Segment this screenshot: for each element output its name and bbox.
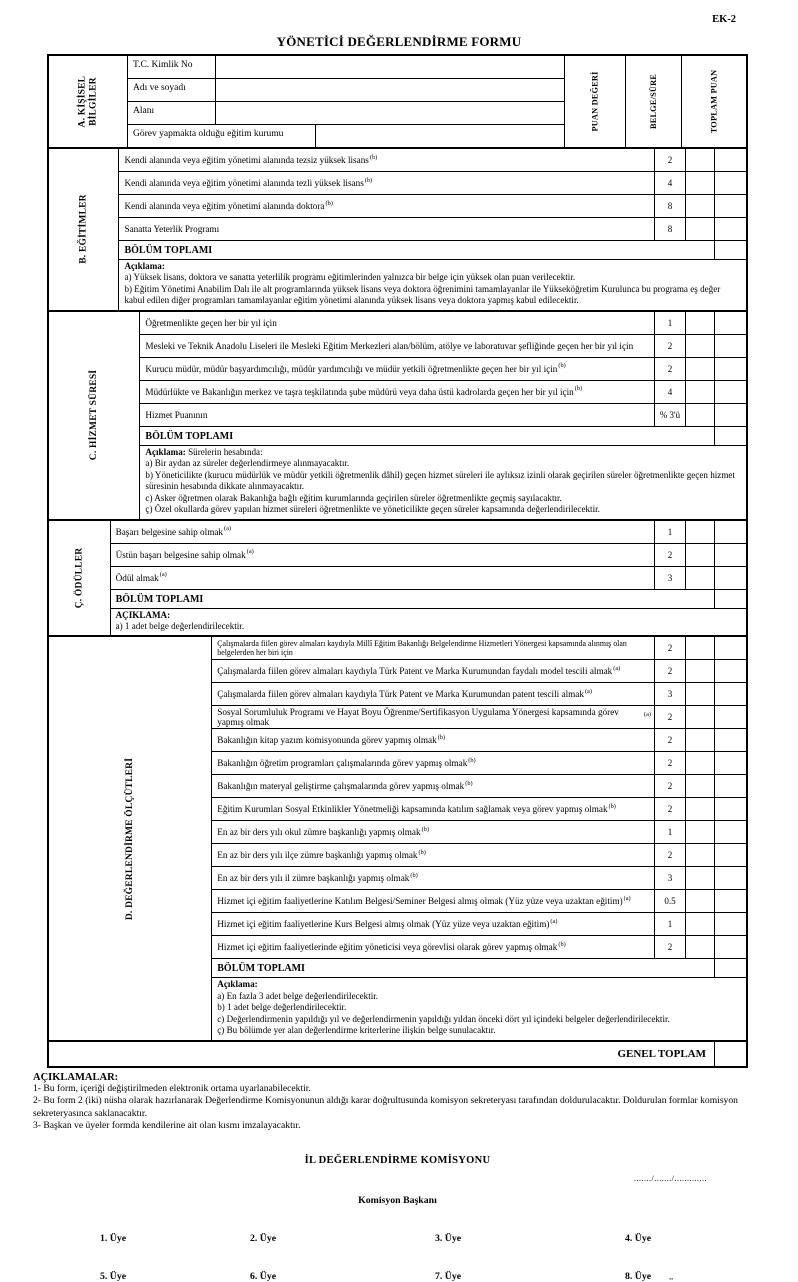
puan-degeri-cell: 2 (655, 729, 686, 751)
member-5: 5. Üye (100, 1270, 127, 1282)
criterion-label: En az bir ders yılı okul zümre başkanlığı yapmış olmak (217, 827, 421, 838)
toplam-puan-cell[interactable] (715, 218, 746, 240)
toplam-puan-cell[interactable] (715, 660, 746, 682)
criterion-row (119, 149, 746, 172)
belge-sure-cell[interactable] (686, 936, 715, 958)
aciklama-lines (217, 991, 740, 1037)
column-header-toplam-puan-text: TOPLAM PUAN (709, 69, 719, 134)
evaluation-table (47, 54, 748, 1068)
criterion-text (212, 867, 655, 889)
toplam-puan-cell[interactable] (715, 335, 746, 357)
criterion-row (212, 706, 746, 729)
belge-sure-cell[interactable] (686, 149, 715, 171)
member-3: 3. Üye (435, 1232, 462, 1244)
criterion-row (140, 381, 746, 404)
criterion-label: Çalışmalarda fiilen görev almaları kaydıyla Millî Eğitim Bakanlığı Belgelendirme Hizmetleri Yönergesi kapsamında alınmış olan belgelerden her biri için (217, 639, 627, 658)
criterion-label: En az bir ders yılı ilçe zümre başkanlığı yapmış olmak (217, 850, 418, 861)
page-title: YÖNETİCİ DEĞERLENDİRME FORMU (276, 34, 522, 49)
criterion-text (212, 936, 655, 958)
belge-sure-cell[interactable] (686, 821, 715, 843)
criterion-row (212, 821, 746, 844)
field-label-egitim-kurumu: Görev yapmakta olduğu eğitim kurumu (128, 125, 316, 147)
aciklama-line: b) Eğitim Yönetimi Anabilim Dalı ile alt programlarında yüksek lisans veya doktora öğrenimini tamamlayanlar ile Yükseköğretim Kurulunca bu programa eş değer kabul edilen diğer programları tamamlayanlar eğitim yönetimi alanında yüksek lisans veya doktora yapmış kabul edilecektir. (124, 283, 721, 306)
criterion-text (111, 521, 655, 543)
bolum-toplami-cell[interactable] (715, 241, 746, 259)
criterion-label: Kendi alanında veya eğitim yönetimi alanında tezsiz yüksek lisans (124, 155, 369, 165)
bolum-toplami-label: BÖLÜM TOPLAMI (140, 427, 715, 445)
belge-sure-cell[interactable] (686, 706, 715, 728)
footer (33, 1072, 762, 1282)
section-d-aciklama (212, 978, 746, 1039)
footnote-ref: (b) (558, 362, 566, 370)
footnote-ref: (b) (608, 802, 616, 810)
puan-degeri-cell: 2 (655, 358, 686, 380)
criterion-row (140, 404, 746, 427)
criterion-row (212, 798, 746, 821)
aciklama-title: AÇIKLAMA: (115, 609, 171, 620)
personal-field-row (128, 79, 564, 102)
criterion-label: Öğretmenlikte geçen her bir yıl için (145, 317, 277, 328)
puan-degeri-cell: 1 (655, 521, 686, 543)
belge-sure-cell[interactable] (686, 798, 715, 820)
section-d (49, 635, 746, 1039)
puan-degeri-cell: 2 (655, 637, 686, 659)
criterion-text (140, 381, 655, 403)
member-1: 1. Üye (100, 1232, 127, 1244)
footnote-ref: (b) (410, 871, 418, 879)
alani-input[interactable] (216, 102, 564, 124)
criterion-row (212, 683, 746, 706)
criterion-text (119, 218, 655, 240)
footnote-ref: (a) (224, 525, 232, 533)
criterion-text (212, 821, 655, 843)
aciklama-subtitle: Sürelerin hesabında: (185, 446, 263, 457)
members-row-2 (100, 1271, 762, 1282)
page-mark: ,, (669, 1271, 674, 1281)
criterion-row (212, 890, 746, 913)
adi-soyadi-input[interactable] (216, 79, 564, 101)
criterion-row (140, 335, 746, 358)
toplam-puan-cell[interactable] (715, 844, 746, 866)
bolum-toplami-cell[interactable] (715, 590, 746, 608)
footer-note-1: 1- Bu form, içeriği değiştirilmeden elektronik ortama uyarlanabilecektir. (33, 1082, 311, 1094)
criterion-label: Hizmet Puanının (145, 409, 208, 420)
puan-degeri-cell: 2 (655, 752, 686, 774)
belge-sure-cell[interactable] (686, 775, 715, 797)
criterion-label: Çalışmalarda fiilen görev almaları kaydıyla Türk Patent ve Marka Kurumundan faydalı model tescili almak (217, 666, 613, 677)
section-d-side (49, 637, 212, 1039)
column-header-toplam-puan (681, 56, 746, 147)
section-c-rows (140, 312, 746, 427)
field-label-tc-kimlik: T.C. Kimlik No (128, 56, 216, 78)
bolum-toplami-cell[interactable] (715, 427, 746, 445)
footnote-ref: (b) (325, 199, 333, 207)
section-a-label: A. KİŞİSEL BİLGİLER (77, 75, 98, 128)
aciklama-line: c) Değerlendirmenin yapıldığı yıl ve değerlendirmenin yapıldığı yıldan önceki dört yıl içindeki belgeler değerlendirilecektir. (217, 1013, 670, 1024)
bolum-toplami-label: BÖLÜM TOPLAMI (111, 590, 715, 608)
section-d-rows (212, 637, 746, 959)
criterion-row (140, 358, 746, 381)
bolum-toplami-row (119, 241, 746, 260)
criterion-row (212, 729, 746, 752)
footnote-ref: (b) (421, 825, 429, 833)
bolum-toplami-label: BÖLÜM TOPLAMI (212, 959, 715, 977)
toplam-puan-cell[interactable] (715, 567, 746, 589)
toplam-puan-cell[interactable] (715, 913, 746, 935)
criterion-label: Sosyal Sorumluluk Programı ve Hayat Boyu Öğrenme/Sertifikasyon Uygulama Yönergesi kapsamında görev yapmış olmak (217, 707, 619, 728)
criterion-label: Bakanlığın kitap yazım komisyonunda görev yapmış olmak (217, 735, 437, 746)
criterion-label: Kendi alanında veya eğitim yönetimi alanında tezli yüksek lisans (124, 178, 364, 188)
aciklama-line: a) En fazla 3 adet belge değerlendirilecektir. (217, 990, 379, 1001)
genel-toplam-cell[interactable] (715, 1042, 746, 1066)
footnote-ref: (b) (558, 940, 566, 948)
bolum-toplami-cell[interactable] (715, 959, 746, 977)
footnote-ref: (a) (644, 710, 651, 718)
aciklama-line: a) 1 adet belge değerlendirilecektir. (115, 620, 245, 631)
criterion-row (111, 567, 746, 590)
section-cedilla (49, 519, 746, 636)
criterion-text (212, 913, 655, 935)
belge-sure-cell[interactable] (686, 844, 715, 866)
footnote-ref: (b) (437, 733, 446, 741)
footnote-ref: (a) (623, 894, 631, 902)
belge-sure-cell[interactable] (686, 637, 715, 659)
puan-degeri-cell: 2 (655, 844, 686, 866)
criterion-text (111, 567, 655, 589)
toplam-puan-cell[interactable] (715, 404, 746, 426)
toplam-puan-cell[interactable] (715, 798, 746, 820)
footnote-ref: (a) (584, 687, 592, 695)
member-2: 2. Üye (250, 1232, 277, 1244)
toplam-puan-cell[interactable] (715, 637, 746, 659)
criterion-label: Hizmet içi eğitim faaliyetlerine Katılım Belgesi/Seminer Belgesi almış olmak (Yüz yüze veya uzaktan eğitim) (217, 896, 623, 907)
toplam-puan-cell[interactable] (715, 821, 746, 843)
member-8 (625, 1271, 762, 1282)
criterion-row (212, 660, 746, 683)
member-8-label: 8. Üye (625, 1270, 652, 1282)
footer-note-3: 3- Başkan ve üyeler formda kendilerine ait olan kısmı imzalayacaktır. (33, 1120, 301, 1132)
criterion-text (212, 752, 655, 774)
footnote-ref: (a) (613, 664, 621, 672)
criterion-row (212, 637, 746, 660)
criterion-label: Hizmet içi eğitim faaliyetlerinde eğitim yöneticisi veya görevlisi olarak görev yapmış olmak (217, 942, 558, 953)
section-d-label: D. DEĞERLENDİRME ÖLÇÜTLERİ (125, 757, 136, 920)
puan-degeri-cell: 1 (655, 913, 686, 935)
toplam-puan-cell[interactable] (715, 358, 746, 380)
aciklama-lines (116, 621, 740, 632)
puan-degeri-cell: 8 (655, 195, 686, 217)
belge-sure-cell[interactable] (686, 312, 715, 334)
criterion-text (212, 775, 655, 797)
toplam-puan-cell[interactable] (715, 149, 746, 171)
personal-field-row (128, 125, 564, 147)
genel-toplam-row (49, 1040, 746, 1066)
footer-note-2: 2- Bu form 2 (iki) nüsha olarak hazırlanarak Değerlendirme Komisyonunun aldığı karar doğrultusunda komisyon sekreteryası tarafından doldurulacaktır. Doldurulan formlar komisyon sekreteryasınca saklanacaktır. (33, 1095, 738, 1119)
member-6: 6. Üye (250, 1270, 277, 1282)
criterion-row (140, 312, 746, 335)
komisyon-baskani-label: Komisyon Başkanı (358, 1194, 437, 1206)
puan-degeri-cell: 0.5 (655, 890, 686, 912)
footnote-ref: (b) (465, 779, 473, 787)
aciklama-line: c) Asker öğretmen olarak Bakanlığa bağlı eğitim kurumlarında geçirilen süreler öğretmenlikte geçmiş sayılacaktır. (145, 492, 562, 503)
komisyon-title: İL DEĞERLENDİRME KOMİSYONU (304, 1154, 491, 1166)
puan-degeri-cell: 2 (655, 149, 686, 171)
puan-degeri-cell: 1 (655, 312, 686, 334)
belge-sure-cell[interactable] (686, 218, 715, 240)
belge-sure-cell[interactable] (686, 683, 715, 705)
criterion-row (212, 752, 746, 775)
criterion-label: Başarı belgesine sahip olmak (115, 526, 224, 537)
puan-degeri-cell: 3 (655, 567, 686, 589)
footnote-ref: (b) (574, 385, 583, 393)
section-c-side (49, 312, 140, 519)
section-cedilla-rows (111, 521, 746, 590)
aciklamalar-title: AÇIKLAMALAR: (33, 1071, 119, 1083)
toplam-puan-cell[interactable] (715, 729, 746, 751)
belge-sure-cell[interactable] (686, 335, 715, 357)
aciklama-title: Açıklama: (145, 446, 186, 457)
criterion-row (212, 867, 746, 890)
section-b-label: B. EĞİTİMLER (78, 194, 89, 265)
belge-sure-cell[interactable] (686, 521, 715, 543)
criterion-row (212, 775, 746, 798)
aciklama-line: a) Bir aydan az süreler değerlendirmeye alınmayacaktır. (145, 458, 350, 469)
section-a (49, 56, 746, 147)
toplam-puan-cell[interactable] (715, 752, 746, 774)
personal-field-row (128, 102, 564, 125)
toplam-puan-cell[interactable] (715, 936, 746, 958)
puan-degeri-cell: 2 (655, 775, 686, 797)
belge-sure-cell[interactable] (686, 913, 715, 935)
criterion-row (212, 844, 746, 867)
section-c (49, 310, 746, 519)
toplam-puan-cell[interactable] (715, 706, 746, 728)
puan-degeri-cell: 3 (655, 683, 686, 705)
members-row-1 (100, 1233, 762, 1244)
section-cedilla-label: Ç. ÖDÜLLER (74, 547, 85, 609)
criterion-label: Üstün başarı belgesine sahip olmak (115, 549, 246, 560)
belge-sure-cell[interactable] (686, 404, 715, 426)
section-b-aciklama (119, 260, 746, 310)
toplam-puan-cell[interactable] (715, 381, 746, 403)
footnote-ref: (b) (418, 848, 426, 856)
column-header-puan-degeri-text: PUAN DEĞERİ (590, 71, 600, 132)
belge-sure-cell[interactable] (686, 660, 715, 682)
puan-degeri-cell: 3 (655, 867, 686, 889)
column-header-puan-degeri (564, 56, 625, 147)
toplam-puan-cell[interactable] (715, 312, 746, 334)
criterion-text (212, 683, 655, 705)
criterion-text (119, 149, 655, 171)
criterion-label: Eğitim Kurumları Sosyal Etkinlikler Yönetmeliği kapsamında katılım sağlamak veya görev yapmış olmak (217, 804, 608, 815)
criterion-label: Bakanlığın materyal geliştirme çalışmalarında görev yapmış olmak (217, 781, 465, 792)
criterion-text (212, 637, 655, 659)
criterion-row (212, 913, 746, 936)
puan-degeri-cell: 8 (655, 218, 686, 240)
bolum-toplami-row (212, 959, 746, 978)
section-cedilla-side (49, 521, 111, 636)
criterion-row (119, 195, 746, 218)
aciklama-lines (145, 458, 740, 515)
field-label-alani: Alanı (128, 102, 216, 124)
tc-kimlik-input[interactable] (216, 56, 564, 78)
aciklama-lines (124, 272, 740, 306)
section-b-rows (119, 149, 746, 241)
criterion-label: Ödül almak (115, 572, 159, 583)
puan-degeri-cell: 2 (655, 936, 686, 958)
criterion-text (212, 706, 655, 728)
belge-sure-cell[interactable] (686, 890, 715, 912)
belge-sure-cell[interactable] (686, 867, 715, 889)
genel-toplam-label: GENEL TOPLAM (49, 1042, 715, 1066)
aciklama-title: Açıklama: (217, 979, 258, 990)
criterion-text (212, 890, 655, 912)
belge-sure-cell[interactable] (686, 172, 715, 194)
criterion-row (212, 936, 746, 959)
footnote-ref: (a) (246, 548, 254, 556)
field-label-adi-soyadi: Adı ve soyadı (128, 79, 216, 101)
criterion-text (140, 404, 655, 426)
criterion-label: Hizmet içi eğitim faaliyetlerine Kurs Belgesi almış olmak (Yüz yüze veya uzaktan eğitim) (217, 919, 550, 930)
puan-degeri-cell: 4 (655, 381, 686, 403)
criterion-text (212, 798, 655, 820)
section-a-side (49, 56, 128, 147)
criterion-row (111, 544, 746, 567)
aciklama-line: a) Yüksek lisans, doktora ve sanatta yeterlilik programı eğitimlerinden yalnızca bir belge için yüksek olan puan verilecektir. (124, 272, 576, 283)
criterion-text (140, 358, 655, 380)
toplam-puan-cell[interactable] (715, 172, 746, 194)
toplam-puan-cell[interactable] (715, 195, 746, 217)
aciklama-line: b) 1 adet belge değerlendirilecektir. (217, 1002, 347, 1013)
criterion-row (111, 521, 746, 544)
belge-sure-cell[interactable] (686, 752, 715, 774)
puan-degeri-cell: 2 (655, 706, 686, 728)
section-cedilla-aciklama (111, 609, 746, 636)
toplam-puan-cell[interactable] (715, 890, 746, 912)
footnote-ref: (b) (369, 153, 378, 161)
criterion-label: Kendi alanında veya eğitim yönetimi alanında doktora (124, 201, 325, 211)
criterion-label: Bakanlığın öğretim programları çalışmalarında görev yapmış olmak (217, 758, 468, 769)
criterion-row (119, 172, 746, 195)
section-c-aciklama (140, 446, 746, 519)
aciklama-line: ç) Özel okullarda görev yapılan hizmet süreleri öğretmenlikte ve yöneticilikte geçen süreler kapsamında değerlendirilecektir. (145, 504, 600, 515)
criterion-label: En az bir ders yılı il zümre başkanlığı yapmış olmak (217, 873, 410, 884)
criterion-row (119, 218, 746, 241)
criterion-text (119, 172, 655, 194)
belge-sure-cell[interactable] (686, 195, 715, 217)
footnote-ref: (a) (159, 571, 167, 579)
belge-sure-cell[interactable] (686, 544, 715, 566)
toplam-puan-cell[interactable] (715, 521, 746, 543)
toplam-puan-cell[interactable] (715, 867, 746, 889)
bolum-toplami-row (140, 427, 746, 446)
personal-field-row (128, 56, 564, 79)
criterion-text (119, 195, 655, 217)
egitim-kurumu-input[interactable] (316, 125, 564, 147)
section-b-side (49, 149, 119, 310)
criterion-label: Sanatta Yeterlik Programı (124, 224, 220, 234)
criterion-text (212, 729, 655, 751)
criterion-text (212, 844, 655, 866)
aciklama-line: b) Yöneticilikte (kurucu müdürlük ve müdür yetkili öğretmenlik dâhil) geçen hizmet süreleri ile aylıksız izinli olarak geçirilen süreler öğretmenlikte geçen hizmet süresinin hesabında dikkate alınmayacaktır. (145, 469, 735, 492)
bolum-toplami-label: BÖLÜM TOPLAMI (119, 241, 715, 259)
criterion-label: Müdürlükte ve Bakanlığın merkez ve taşra teşkilatında şube müdürü veya daha üstü kadrolarda geçen her bir yıl için (145, 386, 574, 397)
puan-degeri-cell: 1 (655, 821, 686, 843)
criterion-text (140, 335, 655, 357)
ek-label: EK-2 (712, 14, 736, 25)
puan-degeri-cell: 2 (655, 335, 686, 357)
column-header-belge-sure (625, 56, 681, 147)
criterion-text (212, 660, 655, 682)
toplam-puan-cell[interactable] (715, 775, 746, 797)
section-c-label: C. HİZMET SÜRESİ (89, 369, 100, 461)
puan-degeri-cell: % 3'ü (655, 404, 686, 426)
puan-degeri-cell: 2 (655, 660, 686, 682)
personal-info-rows (128, 56, 564, 147)
aciklama-title: Açıklama: (124, 261, 165, 271)
member-7: 7. Üye (435, 1270, 462, 1282)
criterion-text (111, 544, 655, 566)
belge-sure-cell[interactable] (686, 358, 715, 380)
criterion-label: Mesleki ve Teknik Anadolu Liseleri ile Mesleki Eğitim Merkezleri alan/bölüm, atölye ve laboratuvar şefliğinde geçen her bir yıl için (145, 340, 634, 351)
section-b (49, 147, 746, 310)
bolum-toplami-row (111, 590, 746, 609)
criterion-label: Kurucu müdür, müdür başyardımcılığı, müdür yardımcılığı ve müdür yetkili öğretmenlikte geçen her bir yıl için (145, 363, 558, 374)
puan-degeri-cell: 2 (655, 544, 686, 566)
puan-degeri-cell: 2 (655, 798, 686, 820)
belge-sure-cell[interactable] (686, 729, 715, 751)
toplam-puan-cell[interactable] (715, 544, 746, 566)
toplam-puan-cell[interactable] (715, 683, 746, 705)
footnote-ref: (b) (364, 176, 373, 184)
belge-sure-cell[interactable] (686, 381, 715, 403)
date-line[interactable]: ......./......./............. (634, 1173, 707, 1183)
footnote-ref: (b) (468, 756, 476, 764)
aciklama-line: ç) Bu bölümde yer alan değerlendirme kriterlerine ilişkin belge sunulacaktır. (217, 1025, 496, 1036)
criterion-text (140, 312, 655, 334)
footnote-ref: (a) (550, 917, 558, 925)
member-4: 4. Üye (625, 1232, 652, 1244)
criterion-label: Çalışmalarda fiilen görev almaları kaydıyla Türk Patent ve Marka Kurumundan patent tescili almak (217, 689, 584, 700)
belge-sure-cell[interactable] (686, 567, 715, 589)
puan-degeri-cell: 4 (655, 172, 686, 194)
column-header-belge-sure-text: BELGE/SÜRE (649, 73, 659, 130)
